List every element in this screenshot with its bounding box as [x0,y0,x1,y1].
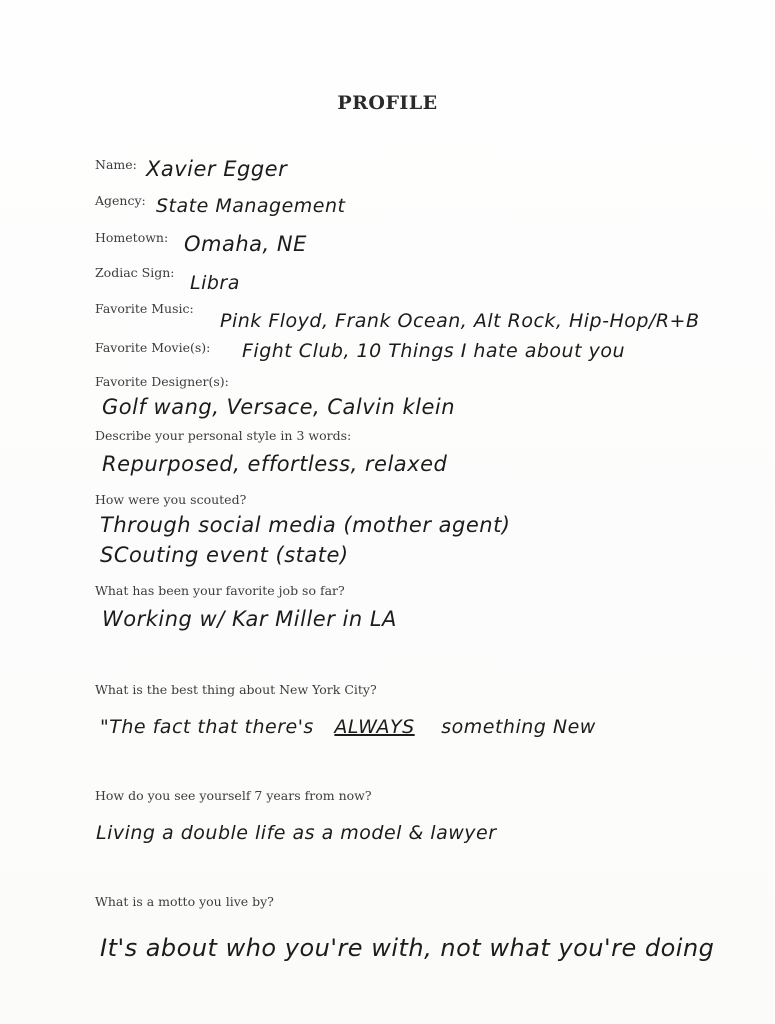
favorite-job-answer: Working w/ Kar Miller in LA [102,607,397,631]
hometown-answer: Omaha, NE [184,232,307,256]
name-answer: Xavier Egger [146,157,288,181]
motto-answer: It's about who you're with, not what you're doing [100,934,715,962]
nyc-answer-prefix: "The fact that there's [100,716,314,738]
movies-answer: Fight Club, 10 Things I hate about you [242,340,625,362]
style-label: Describe your personal style in 3 words: [95,428,352,443]
agency-answer: State Management [156,195,346,217]
motto-label: What is a motto you live by? [95,894,274,909]
style-answer: Repurposed, effortless, relaxed [102,452,448,476]
zodiac-answer: Libra [190,272,240,294]
designers-label: Favorite Designer(s): [95,374,229,389]
movies-label: Favorite Movie(s): [95,340,211,355]
nyc-answer-suffix: something New [441,716,596,738]
nyc-answer-emphasis: ALWAYS [334,716,415,738]
music-label: Favorite Music: [95,301,194,316]
designers-answer: Golf wang, Versace, Calvin klein [102,395,456,419]
page-title: PROFILE [337,92,438,114]
nyc-label: What is the best thing about New York City? [95,682,377,697]
future-label: How do you see yourself 7 years from now? [95,788,372,803]
zodiac-label: Zodiac Sign: [95,265,175,280]
scouted-label: How were you scouted? [95,492,247,507]
favorite-job-label: What has been your favorite job so far? [95,583,345,598]
music-answer: Pink Floyd, Frank Ocean, Alt Rock, Hip-Hop/R+B [220,310,700,332]
future-answer: Living a double life as a model & lawyer [96,822,497,844]
hometown-label: Hometown: [95,230,169,245]
agency-label: Agency: [95,193,146,208]
scouted-answer-line-1: Through social media (mother agent) [100,513,511,537]
nyc-answer [100,716,596,738]
scouted-answer-line-2: SCouting event (state) [100,543,349,567]
name-label: Name: [95,157,137,172]
